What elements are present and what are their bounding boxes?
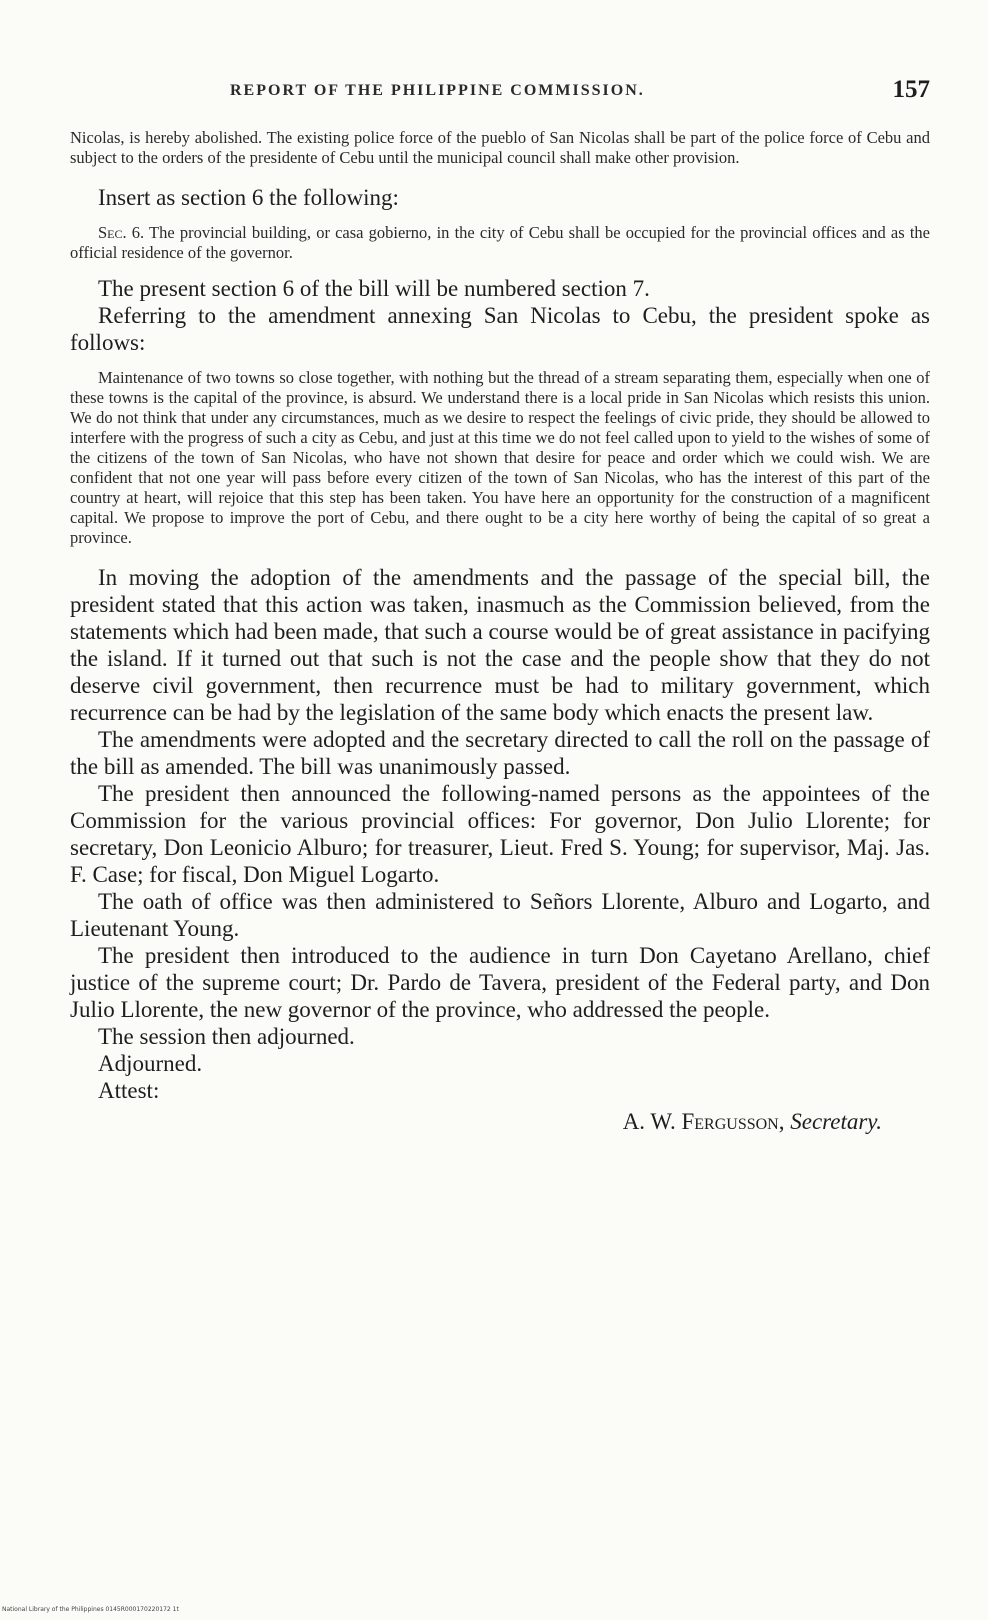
section-label: Sec. 6. [98,223,145,242]
page-header [70,76,930,110]
paragraph-amendments-adopted: The amendments were adopted and the secretary directed to call the roll on the passage of the bill as amended. The bill was unanimously passed. [70,727,930,779]
paragraph-insert-instruction: Insert as section 6 the following: [98,185,399,210]
paragraph-introductions: The president then introduced to the audience in turn Don Cayetano Arellano, chief justice of the supreme court; Dr. Pardo de Tavera, president of the Federal party, and Don Julio Llorente, the new governor of the province, who addressed the people. [70,943,930,1022]
signature-title: Secretary. [790,1109,882,1134]
paragraph-oath: The oath of office was then administered to Señors Llorente, Alburo and Logarto, and Lieutenant Young. [70,889,930,941]
running-head: REPORT OF THE PHILIPPINE COMMISSION. [230,82,645,99]
signature-name: A. W. Fergusson, [622,1109,785,1134]
signature [70,1108,930,1135]
paragraph-section-6 [70,223,930,263]
paragraph-renumbering: The present section 6 of the bill will be numbered section 7. [98,276,650,301]
page-body [70,128,930,1135]
paragraph-president-speech: Maintenance of two towns so close together, with nothing but the thread of a stream separating them, especially when one of these towns is the capital of the province, is absurd. We understand there is a local pride in San Nicolas which resists this union. We do not think that under any circumstances, much as we desire to respect the feelings of civic pride, they should be allowed to interfere with the progress of such a city as Cebu, and just at this time we do not feel called upon to yield to the wishes of some of the citizens of the town of San Nicolas, who have not shown that desire for peace and order which we could wish. We are confident that not one year will pass before every citizen of the town of San Nicolas, who has the interest of this part of the country at heart, will rejoice that this step has been taken. You have here an opportunity for the construction of a magnificent capital. We propose to improve the port of Cebu, and there ought to be a city here worthy of being the capital of so great a province. [70,368,930,547]
paragraph-appointees: The president then announced the following-named persons as the appointees of the Commission for the various provincial offices: For governor, Don Julio Llorente; for secretary, Don Leonicio Alburo; for treasurer, Lieut. Fred S. Young; for supervisor, Maj. Jas. F. Case; for fiscal, Don Miguel Logarto. [70,781,930,887]
paragraph-adjourned: Adjourned. [98,1051,203,1076]
paragraph-session-adjourned: The session then adjourned. [98,1024,355,1049]
paragraph-attest: Attest: [98,1078,160,1103]
paragraph-president-intro: Referring to the amendment annexing San Nicolas to Cebu, the president spoke as follows: [70,303,930,355]
section-6-text: The provincial building, or casa gobierno, in the city of Cebu shall be occupied for the provincial offices and as the official residence of the governor. [70,223,930,262]
scan-footer-credit: National Library of the Philippines 0145R000170220172 1t [2,1606,179,1613]
paragraph-continuation: Nicolas, is hereby abolished. The existing police force of the pueblo of San Nicolas shall be part of the police force of Cebu and subject to the orders of the presidente of Cebu until the municipal council shall make other provision. [70,128,930,167]
page-number: 157 [892,76,930,103]
paragraph-moving-adoption: In moving the adoption of the amendments and the passage of the special bill, the president stated that this action was taken, inasmuch as the Commission believed, from the statements which had been made, that such a course would be of great assistance in pacifying the island. If it turned out that such is not the case and the people show that they do not deserve civil government, then recurrence must be had to military government, which recurrence can be had by the legislation of the same body which enacts the present law. [70,565,930,725]
